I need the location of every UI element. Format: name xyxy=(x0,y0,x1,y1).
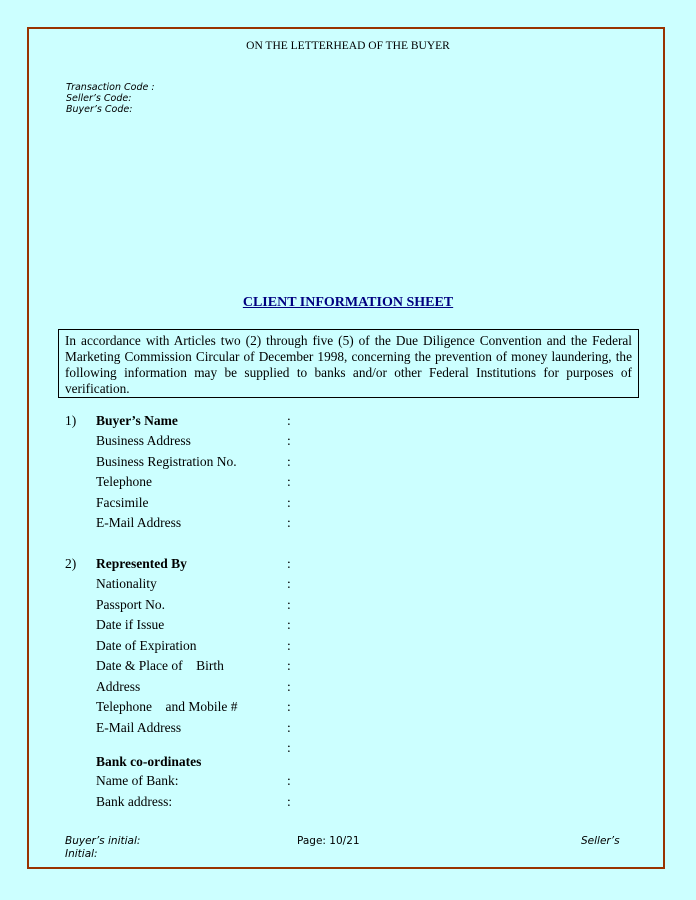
date-place-of-birth-label: Date & Place of Birth xyxy=(96,658,224,673)
representative-email-colon: : xyxy=(287,720,291,735)
date-of-issue-label: Date if Issue xyxy=(96,617,165,632)
section-2-number: 2) xyxy=(65,556,77,571)
intro-paragraph: In accordance with Articles two (2) through five (5) of the Due Diligence Convention and the Federal Marketing Commission Circular of December 1998, concerning the prevention of money laundering, the following information may be supplied to banks and/or other Federal Institutions for purposes of verification. xyxy=(58,329,639,398)
business-email-label: E-Mail Address xyxy=(96,515,182,530)
buyer-name-colon: : xyxy=(287,413,291,428)
represented-by-colon: : xyxy=(287,556,291,571)
date-of-expiration-label: Date of Expiration xyxy=(96,638,197,653)
date-place-of-birth-colon: : xyxy=(287,658,291,673)
blank-field-colon: : xyxy=(287,740,291,755)
telephone-mobile-label: Telephone and Mobile # xyxy=(96,699,238,714)
nationality-colon: : xyxy=(287,576,291,591)
passport-no-label: Passport No. xyxy=(96,597,166,612)
passport-no-colon: : xyxy=(287,597,291,612)
facsimile-colon: : xyxy=(287,495,291,510)
date-of-expiration-colon: : xyxy=(287,638,291,653)
bank-address-label: Bank address: xyxy=(96,794,173,809)
section-1-number: 1) xyxy=(65,413,77,428)
address-colon: : xyxy=(287,679,291,694)
letterhead-note: ON THE LETTERHEAD OF THE BUYER xyxy=(246,40,450,52)
telephone-colon: : xyxy=(287,474,291,489)
business-address-colon: : xyxy=(287,433,291,448)
telephone-mobile-colon: : xyxy=(287,699,291,714)
telephone-label: Telephone xyxy=(96,474,153,489)
initial-label: Initial: xyxy=(65,848,98,860)
facsimile-label: Facsimile xyxy=(96,495,149,510)
code-block xyxy=(66,82,155,115)
date-of-issue-colon: : xyxy=(287,617,291,632)
buyer-code-label: Buyer’s Code: xyxy=(66,104,133,115)
nationality-label: Nationality xyxy=(96,576,157,591)
business-address-label: Business Address xyxy=(96,433,191,448)
sheet-title: CLIENT INFORMATION SHEET xyxy=(242,295,454,310)
represented-by-label: Represented By xyxy=(96,556,187,571)
bank-coordinates-heading: Bank co-ordinates xyxy=(96,754,202,769)
business-email-colon: : xyxy=(287,515,291,530)
bank-address-colon: : xyxy=(287,794,291,809)
transaction-code-label: Transaction Code : xyxy=(66,82,155,93)
buyer-name-label: Buyer’s Name xyxy=(96,413,178,428)
seller-initial-label: Seller’s xyxy=(581,835,620,847)
bank-name-label: Name of Bank: xyxy=(96,773,179,788)
bank-name-colon: : xyxy=(287,773,291,788)
business-registration-label: Business Registration No. xyxy=(96,454,237,469)
address-label: Address xyxy=(96,679,141,694)
buyer-initial-label: Buyer’s initial: xyxy=(65,835,141,847)
page-number: Page: 10/21 xyxy=(297,835,360,847)
representative-email-label: E-Mail Address xyxy=(96,720,182,735)
business-registration-colon: : xyxy=(287,454,291,469)
seller-code-label: Seller’s Code: xyxy=(66,93,132,104)
